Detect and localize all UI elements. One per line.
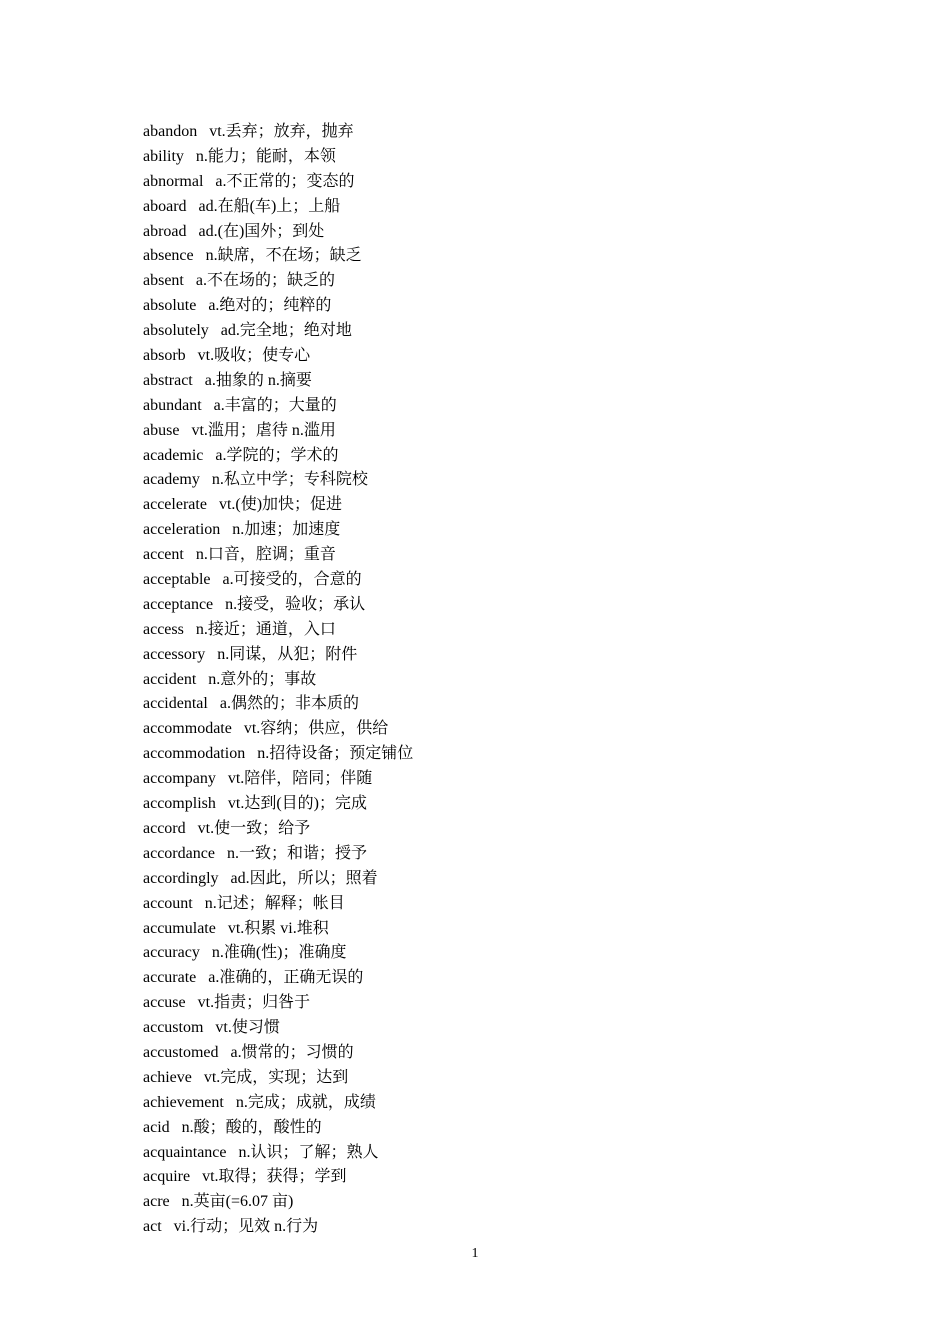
list-item [143,691,413,716]
vocabulary-definition: n.接近；通道，入口 [195,620,336,638]
vocabulary-definition: a.不正常的；变态的 [215,172,355,190]
list-item [143,443,413,468]
vocabulary-word: achieve [143,1068,192,1086]
list-item [143,169,413,194]
vocabulary-word: aboard [143,197,187,215]
list-item [143,517,413,542]
vocabulary-definition: vt.使习惯 [215,1019,280,1037]
vocabulary-definition: a.绝对的；纯粹的 [208,297,332,315]
vocabulary-definition: n.接受，验收；承认 [225,595,366,613]
vocabulary-word: accord [143,819,186,837]
vocabulary-definition: n.酸；酸的，酸性的 [181,1118,322,1136]
list-item [143,1164,413,1189]
vocabulary-definition: n.招待设备；预定铺位 [257,745,414,763]
vocabulary-word: accuracy [143,944,200,962]
vocabulary-definition: vt.完成，实现；达到 [203,1068,349,1086]
vocabulary-word: accommodation [143,745,246,763]
list-item [143,891,413,916]
list-item [143,393,413,418]
list-item [143,916,413,941]
list-item [143,642,413,667]
list-item [143,119,413,144]
vocabulary-definition: n.记述；解释；帐目 [204,894,345,912]
vocabulary-word: absolute [143,297,197,315]
vocabulary-word: acceptance [143,595,214,613]
vocabulary-word: abnormal [143,172,204,190]
vocabulary-definition: n.意外的；事故 [208,670,317,688]
vocabulary-definition: n.一致；和谐；授予 [226,844,367,862]
list-item [143,741,413,766]
list-item [143,219,413,244]
vocabulary-definition: a.丰富的；大量的 [213,396,337,414]
list-item [143,1140,413,1165]
vocabulary-definition: a.惯常的；习惯的 [230,1043,354,1061]
vocabulary-definition: a.不在场的；缺乏的 [195,272,335,290]
vocabulary-definition: vt.容纳；供应，供给 [243,720,389,738]
list-item [143,567,413,592]
vocabulary-definition: n.认识；了解；熟人 [238,1143,379,1161]
vocabulary-word: acceleration [143,521,221,539]
vocabulary-word: acid [143,1118,170,1136]
vocabulary-word: academy [143,471,200,489]
vocabulary-definition: vt.(使)加快；促进 [218,496,343,514]
vocabulary-definition: a.准确的，正确无误的 [208,969,364,987]
vocabulary-word: achievement [143,1093,224,1111]
list-item [143,990,413,1015]
vocabulary-word: absence [143,247,194,265]
list-item [143,791,413,816]
vocabulary-word: access [143,620,184,638]
vocabulary-definition: n.口音，腔调；重音 [195,546,336,564]
vocabulary-definition: n.加速；加速度 [232,521,341,539]
vocabulary-definition: vt.陪伴，陪同；伴随 [227,770,373,788]
list-item [143,617,413,642]
list-item [143,418,413,443]
vocabulary-word: absolutely [143,322,209,340]
list-item [143,766,413,791]
list-item [143,816,413,841]
vocabulary-definition: ad.(在)国外；到处 [198,222,325,240]
list-item [143,667,413,692]
vocabulary-definition: vt.指责；归咎于 [197,994,311,1012]
list-item [143,243,413,268]
list-item [143,268,413,293]
vocabulary-word: accelerate [143,496,207,514]
vocabulary-list [143,119,413,1239]
list-item [143,542,413,567]
vocabulary-word: absent [143,272,184,290]
vocabulary-word: ability [143,147,184,165]
vocabulary-definition: n.英亩(=6.07 亩) [181,1193,294,1211]
list-item [143,841,413,866]
list-item [143,343,413,368]
vocabulary-definition: a.抽象的 n.摘要 [204,371,312,389]
list-item [143,592,413,617]
vocabulary-definition: n.准确(性)；准确度 [211,944,347,962]
vocabulary-word: accent [143,546,184,564]
list-item [143,1015,413,1040]
vocabulary-word: accessory [143,645,206,663]
vocabulary-definition: a.可接受的，合意的 [222,571,362,589]
list-item [143,940,413,965]
vocabulary-word: accordingly [143,869,219,887]
list-item [143,144,413,169]
vocabulary-definition: vt.滥用；虐待 n.滥用 [191,421,336,439]
vocabulary-word: act [143,1218,162,1236]
vocabulary-word: absorb [143,347,186,365]
list-item [143,716,413,741]
list-item [143,368,413,393]
vocabulary-definition: vt.丢弃；放弃，抛弃 [209,123,354,140]
vocabulary-word: accident [143,670,197,688]
vocabulary-definition: vt.积累 vi.堆积 [227,919,329,937]
vocabulary-word: acre [143,1193,170,1211]
list-item [143,1115,413,1140]
vocabulary-word: acquire [143,1168,191,1186]
vocabulary-definition: ad.因此，所以；照着 [230,869,378,887]
vocabulary-definition: vt.使一致；给予 [197,819,311,837]
vocabulary-word: abstract [143,371,193,389]
vocabulary-word: accustom [143,1019,204,1037]
vocabulary-definition: vt.吸收；使专心 [197,347,311,365]
vocabulary-definition: vt.取得；获得；学到 [202,1168,347,1186]
list-item [143,1189,413,1214]
vocabulary-word: accuse [143,994,186,1012]
list-item [143,1040,413,1065]
vocabulary-word: abuse [143,421,180,439]
vocabulary-word: abandon [143,123,198,140]
vocabulary-word: abroad [143,222,187,240]
vocabulary-definition: n.能力；能耐，本领 [195,147,336,165]
vocabulary-word: acquaintance [143,1143,227,1161]
vocabulary-word: abundant [143,396,202,414]
vocabulary-word: acceptable [143,571,211,589]
vocabulary-definition: n.私立中学；专科院校 [211,471,368,489]
vocabulary-word: accordance [143,844,215,862]
vocabulary-word: accumulate [143,919,216,937]
vocabulary-word: account [143,894,193,912]
list-item [143,1214,413,1239]
vocabulary-definition: n.缺席，不在场；缺乏 [205,247,362,265]
vocabulary-word: accommodate [143,720,232,738]
vocabulary-definition: a.学院的；学术的 [215,446,339,464]
vocabulary-word: accustomed [143,1043,219,1061]
vocabulary-word: accompany [143,770,216,788]
vocabulary-word: accurate [143,969,197,987]
vocabulary-definition: n.同谋，从犯；附件 [217,645,358,663]
vocabulary-definition: vt.达到(目的)；完成 [227,795,367,813]
list-item [143,1090,413,1115]
list-item [143,318,413,343]
list-item [143,467,413,492]
vocabulary-word: accidental [143,695,208,713]
vocabulary-definition: n.完成；成就，成绩 [235,1093,376,1111]
list-item [143,866,413,891]
list-item [143,1065,413,1090]
vocabulary-word: academic [143,446,204,464]
vocabulary-definition: ad.完全地；绝对地 [220,322,352,340]
list-item [143,965,413,990]
vocabulary-definition: ad.在船(车)上；上船 [198,197,341,215]
list-item [143,293,413,318]
vocabulary-definition: vi.行动；见效 n.行为 [173,1218,319,1236]
vocabulary-word: accomplish [143,795,216,813]
list-item [143,194,413,219]
page-number: 1 [471,1246,479,1261]
vocabulary-definition: a.偶然的；非本质的 [219,695,359,713]
list-item [143,492,413,517]
